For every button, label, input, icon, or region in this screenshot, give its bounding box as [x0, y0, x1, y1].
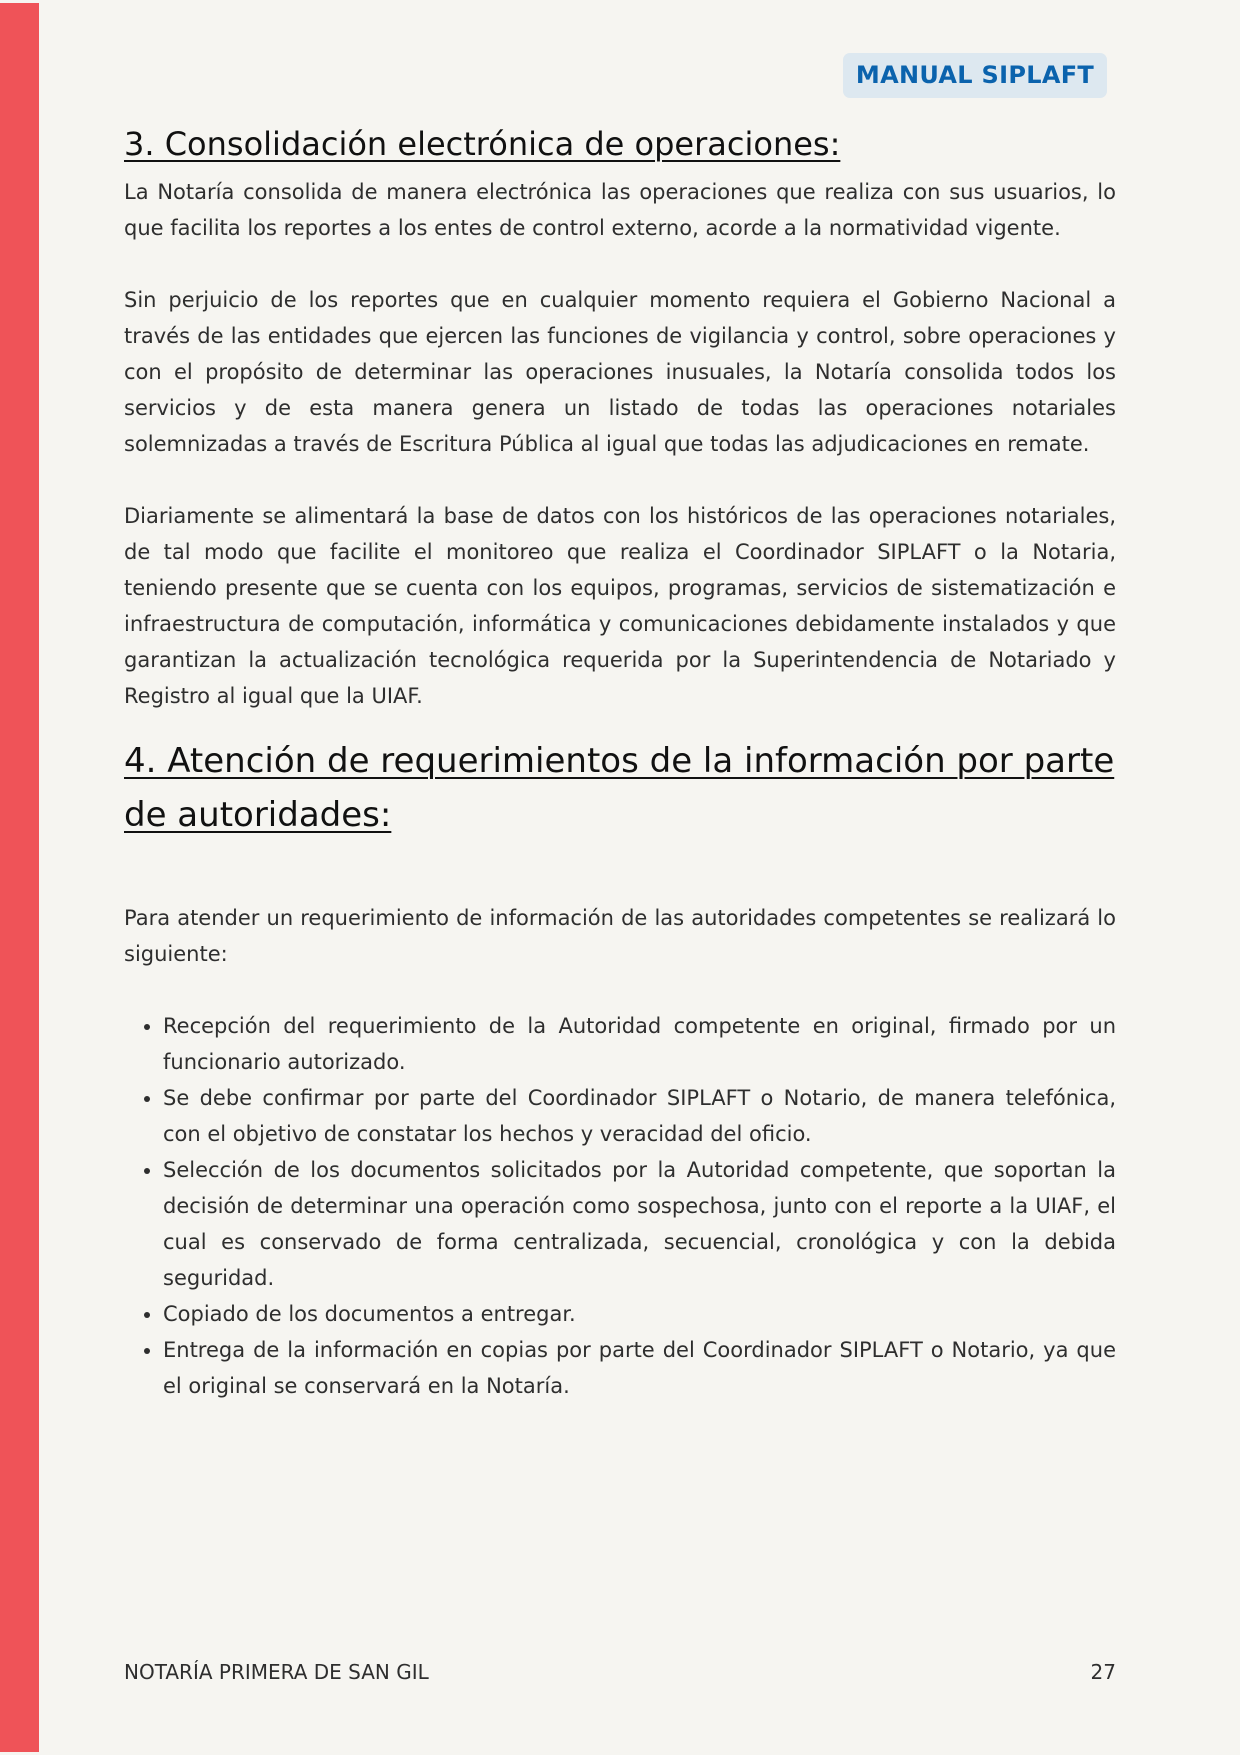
left-accent-bar — [0, 3, 39, 1752]
page-number: 27 — [1090, 1660, 1116, 1684]
section-3-paragraph-1: La Notaría consolida de manera electrónica las operaciones que realiza con sus usuarios, lo que facilita los reportes a los entes de control externo, acorde a la normatividad vigente. — [124, 180, 1116, 240]
section-4-intro: Para atender un requerimiento de información de las autoridades competentes se realizará lo siguiente: — [124, 906, 1116, 966]
spacer — [124, 972, 1116, 1008]
spacer — [124, 246, 1116, 282]
list-item: • Entrega de la información en copias por parte del Coordinador SIPLAFT o Notario, ya que el original se conservará en la Notaría. — [163, 1332, 1116, 1404]
section-3-paragraph-2: Sin perjuicio de los reportes que en cualquier momento requiera el Gobierno Nacional a través de las entidades que ejercen las funciones de vigilancia y control, sobre operaciones y con el propósito de determinar las operaciones inusuales, la Notaría consolida todos los servicios y de esta manera genera un listado de todas las operaciones notariales solemnizadas a través de Escritura Pública al igual que todas las adjudicaciones en remate. — [124, 288, 1116, 456]
spacer — [124, 462, 1116, 498]
section-3-title: 3. Consolidación electrónica de operaciones: — [124, 125, 841, 163]
requirements-list — [124, 1008, 1116, 1404]
manual-badge: MANUAL SIPLAFT — [843, 53, 1107, 98]
list-item: • Copiado de los documentos a entregar. — [163, 1296, 1116, 1332]
page-content — [124, 120, 1116, 1404]
footer-notary-name: NOTARÍA PRIMERA DE SAN GIL — [124, 1660, 429, 1684]
section-4-title: 4. Atención de requerimientos de la información por parte de autoridades: — [124, 741, 1115, 835]
section-3-paragraph-3: Diariamente se alimentará la base de datos con los históricos de las operaciones notariales, de tal modo que facilite el monitoreo que realiza el Coordinador SIPLAFT o la Notaria, teniendo presente que se cuenta con los equipos, programas, servicios de sistematización e infraestructura de computación, informática y comunicaciones debidamente instalados y que garantizan la actualización tecnológica requerida por la Superintendencia de Notariado y Registro al igual que la UIAF. — [124, 504, 1116, 708]
list-item: • Recepción del requerimiento de la Autoridad competente en original, firmado por un funcionario autorizado. — [163, 1008, 1116, 1080]
spacer — [124, 842, 1116, 900]
list-item: • Selección de los documentos solicitados por la Autoridad competente, que soportan la decisión de determinar una operación como sospechosa, junto con el reporte a la UIAF, el cual es conservado de forma centralizada, secuencial, cronológica y con la debida seguridad. — [163, 1152, 1116, 1296]
list-item: • Se debe confirmar por parte del Coordinador SIPLAFT o Notario, de manera telefónica, con el objetivo de constatar los hechos y veracidad del oficio. — [163, 1080, 1116, 1152]
